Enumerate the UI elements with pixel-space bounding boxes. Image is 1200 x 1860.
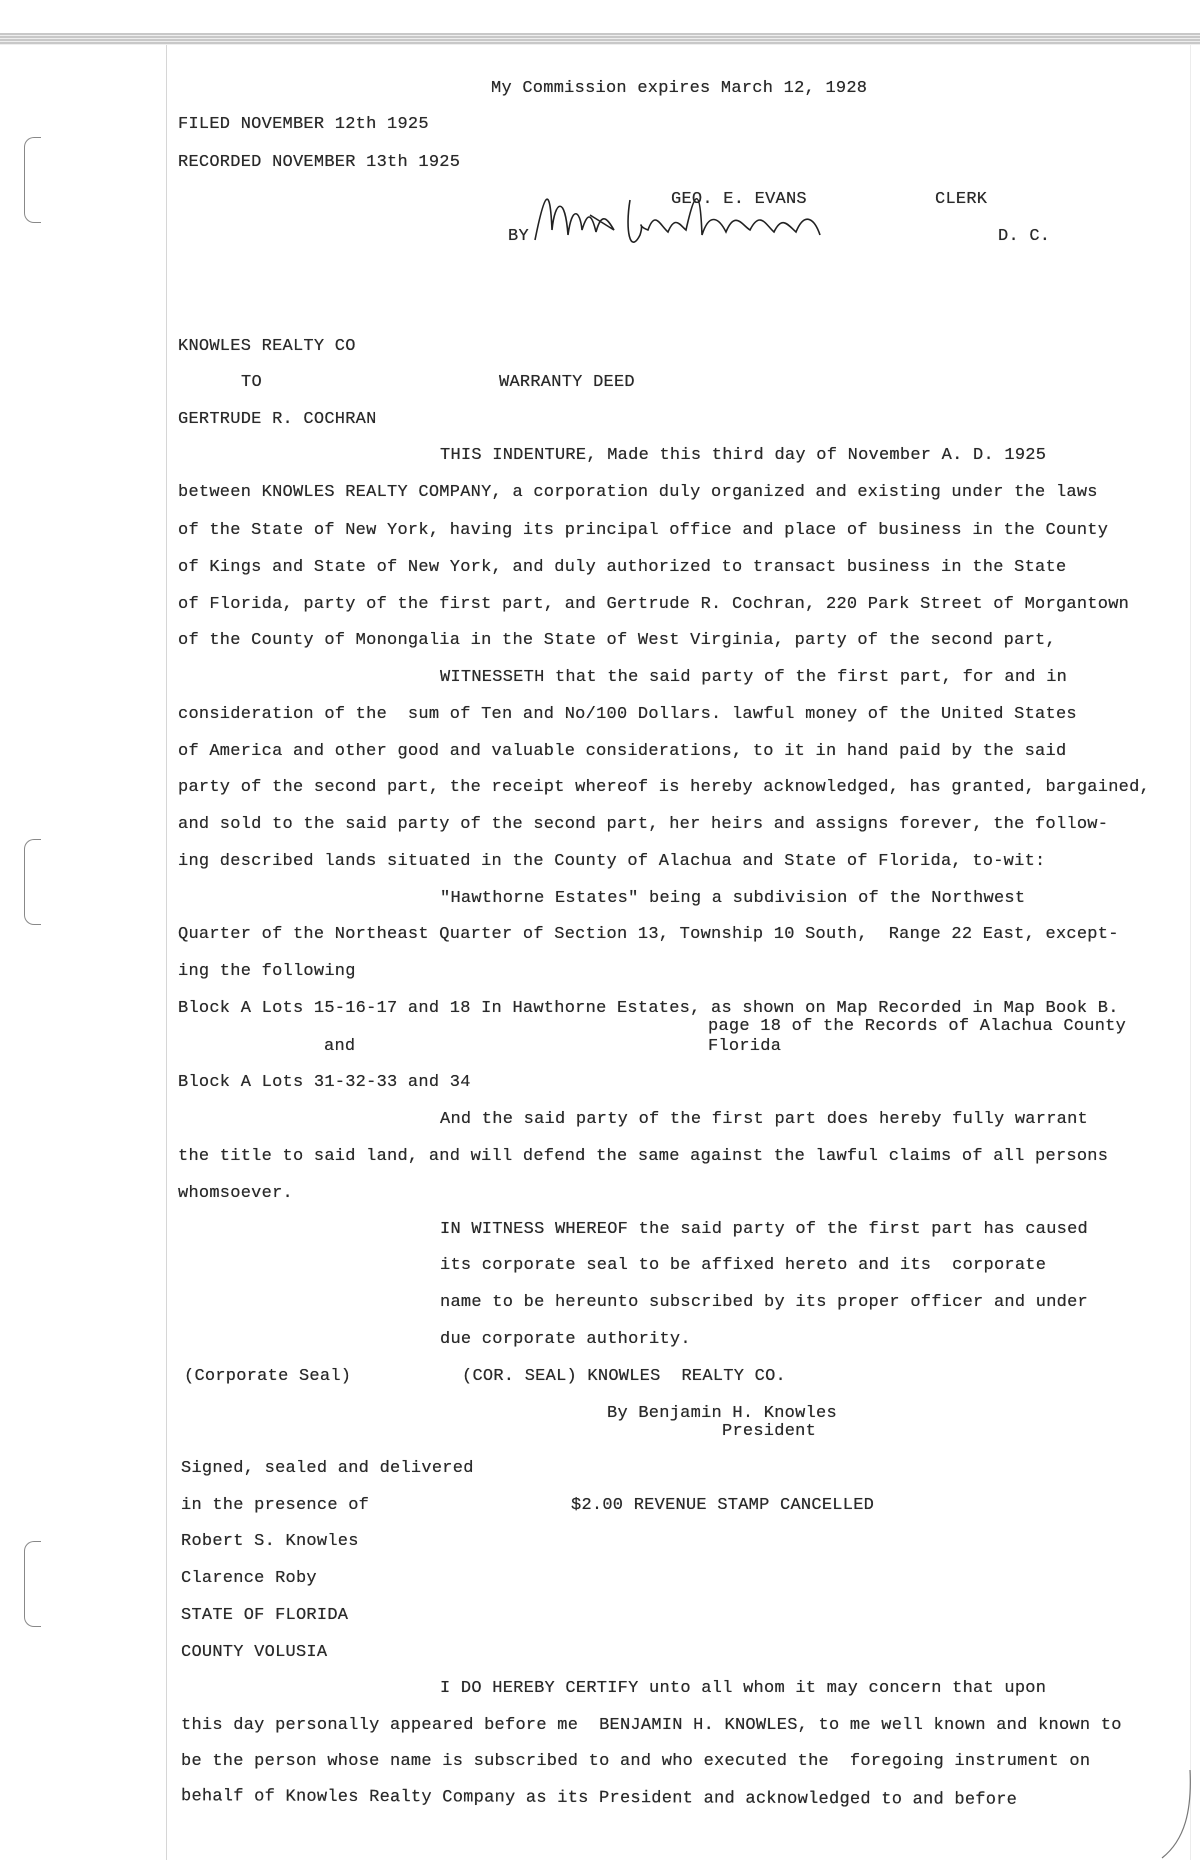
witness-2: Clarence Roby — [181, 1569, 317, 1588]
corporate-seal-label: (Corporate Seal) — [184, 1367, 352, 1386]
handwritten-signature — [530, 180, 870, 260]
body-line: IN WITNESS WHEREOF the said party of the first part has caused — [440, 1220, 1089, 1239]
page-edge — [1190, 45, 1191, 1860]
body-line: Florida — [708, 1037, 782, 1056]
body-line: Quarter of the Northeast Quarter of Section 13, Township 10 South, Range 22 East, except- — [178, 925, 1119, 944]
body-line: due corporate authority. — [440, 1330, 691, 1349]
body-line: page 18 of the Records of Alachua County — [708, 1017, 1127, 1036]
cor-seal-company: (COR. SEAL) KNOWLES REALTY CO. — [462, 1367, 787, 1386]
body-line: between KNOWLES REALTY COMPANY, a corporation duly organized and existing under the laws — [178, 483, 1098, 502]
binder-hole — [24, 137, 41, 223]
body-line: of the State of New York, having its principal office and place of business in the County — [178, 521, 1109, 540]
body-line: the title to said land, and will defend the same against the lawful claims of all persons — [178, 1147, 1109, 1166]
body-line: And the said party of the first part does hereby fully warrant — [440, 1110, 1089, 1129]
body-line: WITNESSETH that the said party of the first part, for and in — [440, 668, 1068, 687]
body-line: whomsoever. — [178, 1184, 293, 1203]
clerk-name: GEO. E. EVANS — [671, 190, 807, 209]
binder-hole — [24, 839, 41, 925]
body-line: party of the second part, the receipt whereof is hereby acknowledged, has granted, bargained, — [178, 778, 1151, 797]
binder-hole — [24, 1541, 41, 1627]
grantor: KNOWLES REALTY CO — [178, 337, 356, 356]
body-line: ing described lands situated in the County of Alachua and State of Florida, to-wit: — [178, 852, 1046, 871]
body-line: of Kings and State of New York, and duly authorized to transact business in the State — [178, 558, 1067, 577]
body-line: its corporate seal to be affixed hereto and its corporate — [440, 1256, 1047, 1275]
body-line: of America and other good and valuable considerations, to it in hand paid by the said — [178, 742, 1067, 761]
certificate-line: behalf of Knowles Realty Company as its President and acknowledged to and before — [180, 1787, 1018, 1810]
body-line: of Florida, party of the first part, and Gertrude R. Cochran, 220 Park Street of Morgantown — [178, 595, 1130, 614]
state-label: STATE OF FLORIDA — [181, 1606, 349, 1625]
signer-name: By Benjamin H. Knowles — [607, 1404, 837, 1423]
margin-line — [166, 45, 167, 1860]
certificate-line: this day personally appeared before me BENJAMIN H. KNOWLES, to me well known and known to — [181, 1716, 1122, 1735]
page-curl — [1160, 1770, 1200, 1860]
body-line: Block A Lots 15-16-17 and 18 In Hawthorne Estates, as shown on Map Recorded in Map Book B. — [178, 999, 1119, 1018]
commission-expiry: My Commission expires March 12, 1928 — [491, 79, 868, 98]
signer-title: President — [722, 1422, 817, 1441]
deed-title: WARRANTY DEED — [499, 373, 635, 392]
recorded-date: RECORDED NOVEMBER 13th 1925 — [178, 153, 461, 172]
county-label: COUNTY VOLUSIA — [181, 1643, 328, 1662]
clerk-title: CLERK — [935, 190, 988, 209]
witness-1: Robert S. Knowles — [181, 1532, 359, 1551]
presence-of: in the presence of — [181, 1496, 370, 1515]
body-line: ing the following — [178, 962, 356, 981]
scan-top-band — [0, 33, 1200, 45]
by-label: BY — [508, 227, 529, 246]
signed-sealed: Signed, sealed and delivered — [181, 1459, 474, 1478]
body-line: of the County of Monongalia in the State of West Virginia, party of the second part, — [178, 631, 1056, 650]
body-line: and — [324, 1037, 356, 1056]
certificate-line: I DO HEREBY CERTIFY unto all whom it may concern that upon — [440, 1679, 1047, 1698]
body-line: consideration of the sum of Ten and No/100 Dollars. lawful money of the United States — [178, 705, 1077, 724]
certificate-line: be the person whose name is subscribed to and who executed the foregoing instrument on — [181, 1752, 1091, 1771]
body-line: name to be hereunto subscribed by its proper officer and under — [440, 1293, 1089, 1312]
body-line: THIS INDENTURE, Made this third day of November A. D. 1925 — [440, 446, 1047, 465]
body-line: "Hawthorne Estates" being a subdivision of the Northwest — [440, 889, 1026, 908]
to-label: TO — [241, 373, 262, 392]
deputy-clerk: D. C. — [998, 227, 1051, 246]
body-line: Block A Lots 31-32-33 and 34 — [178, 1073, 471, 1092]
filed-date: FILED NOVEMBER 12th 1925 — [178, 115, 429, 134]
grantee: GERTRUDE R. COCHRAN — [178, 410, 377, 429]
revenue-stamp: $2.00 REVENUE STAMP CANCELLED — [571, 1496, 875, 1515]
body-line: and sold to the said party of the second part, her heirs and assigns forever, the follow- — [178, 815, 1109, 834]
